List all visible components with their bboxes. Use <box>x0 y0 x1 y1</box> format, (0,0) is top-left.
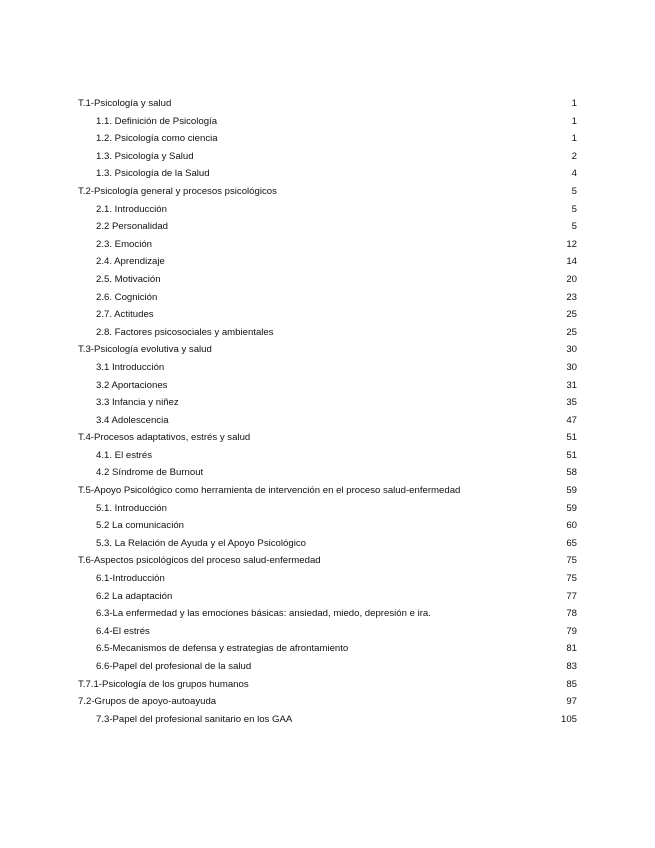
toc-entry-page: 31 <box>566 379 577 391</box>
toc-entry-page: 25 <box>566 326 577 338</box>
toc-entry[interactable] <box>0 482 655 500</box>
toc-entry-title: 7.2-Grupos de apoyo-autoayuda <box>78 696 217 708</box>
toc-entry-title: 1.2. Psicología como ciencia <box>96 133 218 145</box>
toc-entry[interactable] <box>0 201 655 219</box>
toc-entry[interactable] <box>0 113 655 131</box>
toc-entry[interactable] <box>0 183 655 201</box>
toc-entry-page: 77 <box>566 590 577 602</box>
toc-entry-title: T.7.1-Psicología de los grupos humanos <box>78 678 249 690</box>
toc-entry-title: T.4-Procesos adaptativos, estrés y salud <box>78 432 251 444</box>
toc-entry-title: 6.4-El estrés <box>96 625 150 637</box>
table-of-contents <box>0 95 655 728</box>
toc-entry[interactable] <box>0 640 655 658</box>
toc-entry-page: 65 <box>566 537 577 549</box>
toc-entry-page: 2 <box>571 150 577 162</box>
toc-entry[interactable] <box>0 148 655 166</box>
toc-entry-title: T.6-Aspectos psicológicos del proceso salud-enfermedad <box>78 555 321 567</box>
toc-entry-page: 85 <box>566 678 577 690</box>
toc-entry-title: 4.2 Síndrome de Burnout <box>96 467 204 479</box>
toc-entry-title: 2.5. Motivación <box>96 273 161 285</box>
toc-entry[interactable] <box>0 429 655 447</box>
toc-entry[interactable] <box>0 95 655 113</box>
toc-entry-title: 3.3 Infancia y niñez <box>96 397 179 409</box>
toc-entry-title: 1.3. Psicología y Salud <box>96 150 194 162</box>
toc-entry-page: 25 <box>566 309 577 321</box>
toc-entry-title: 5.2 La comunicación <box>96 520 184 532</box>
toc-entry-page: 58 <box>566 467 577 479</box>
toc-entry-title: 3.4 Adolescencia <box>96 414 169 426</box>
toc-entry[interactable] <box>0 412 655 430</box>
toc-entry-title: 6.6-Papel del profesional de la salud <box>96 661 252 672</box>
toc-entry[interactable] <box>0 165 655 183</box>
toc-entry[interactable] <box>0 676 655 694</box>
toc-entry[interactable] <box>0 394 655 412</box>
toc-entry-page: 30 <box>566 344 577 356</box>
toc-entry[interactable] <box>0 605 655 623</box>
toc-entry-page: 1 <box>571 115 577 127</box>
toc-entry-title: 2.7. Actitudes <box>96 309 154 321</box>
toc-entry[interactable] <box>0 359 655 377</box>
toc-entry[interactable] <box>0 535 655 553</box>
toc-entry-page: 5 <box>571 185 577 197</box>
toc-entry[interactable] <box>0 306 655 324</box>
toc-entry[interactable] <box>0 377 655 395</box>
toc-entry[interactable] <box>0 570 655 588</box>
toc-entry[interactable] <box>0 658 655 676</box>
toc-entry[interactable] <box>0 341 655 359</box>
toc-entry[interactable] <box>0 623 655 641</box>
toc-entry-page: 30 <box>566 361 577 373</box>
toc-entry-page: 12 <box>566 238 577 250</box>
toc-entry-page: 20 <box>566 273 577 285</box>
toc-entry-page: 5 <box>571 221 577 233</box>
toc-entry[interactable] <box>0 253 655 271</box>
toc-entry-title: 2.4. Aprendizaje <box>96 256 165 268</box>
toc-entry-title: 7.3-Papel del profesional sanitario en los GAA <box>96 713 293 725</box>
toc-entry-page: 51 <box>566 449 577 461</box>
toc-entry[interactable] <box>0 447 655 465</box>
toc-entry-page: 35 <box>566 397 577 409</box>
toc-entry-page: 1 <box>571 98 577 109</box>
toc-entry-page: 51 <box>566 432 577 444</box>
toc-entry-title: 5.1. Introducción <box>96 502 167 514</box>
toc-entry-title: 2.2 Personalidad <box>96 221 169 233</box>
toc-entry-title: T.1-Psicología y salud <box>78 98 172 109</box>
toc-entry-page: 4 <box>571 168 577 180</box>
toc-entry[interactable] <box>0 588 655 606</box>
toc-entry[interactable] <box>0 517 655 535</box>
toc-entry-page: 75 <box>566 555 577 567</box>
toc-entry[interactable] <box>0 324 655 342</box>
toc-entry-page: 97 <box>566 696 577 708</box>
toc-entry-title: 2.1. Introducción <box>96 203 167 215</box>
toc-entry[interactable] <box>0 130 655 148</box>
toc-entry-title: 5.3. La Relación de Ayuda y el Apoyo Psicológico <box>96 537 306 549</box>
toc-entry-page: 5 <box>571 203 577 215</box>
toc-entry-title: 6.2 La adaptación <box>96 590 173 602</box>
toc-entry-title: 4.1. El estrés <box>96 449 152 461</box>
toc-entry-page: 83 <box>566 661 577 672</box>
toc-entry-page: 60 <box>566 520 577 532</box>
toc-entry-page: 23 <box>566 291 577 303</box>
toc-entry-page: 81 <box>566 643 577 655</box>
toc-entry-title: 6.3-La enfermedad y las emociones básicas: ansiedad, miedo, depresión e ira. <box>96 608 431 620</box>
toc-entry-title: 6.1-Introducción <box>96 573 165 585</box>
toc-entry-title: 1.1. Definición de Psicología <box>96 115 218 127</box>
toc-entry-title: 2.8. Factores psicosociales y ambientales <box>96 326 274 338</box>
toc-entry[interactable] <box>0 464 655 482</box>
toc-entry-page: 14 <box>566 256 577 268</box>
toc-entry-page: 75 <box>566 573 577 585</box>
toc-entry[interactable] <box>0 500 655 518</box>
toc-entry-title: T.2-Psicología general y procesos psicológicos <box>78 185 277 197</box>
toc-entry-page: 105 <box>560 713 577 725</box>
toc-entry-title: 6.5-Mecanismos de defensa y estrategias de afrontamiento <box>96 643 349 655</box>
toc-entry[interactable] <box>0 693 655 711</box>
toc-entry[interactable] <box>0 289 655 307</box>
toc-entry[interactable] <box>0 711 655 729</box>
toc-entry-title: 1.3. Psicología de la Salud <box>96 168 210 180</box>
toc-entry-page: 59 <box>566 485 577 497</box>
toc-entry-title: 3.1 Introducción <box>96 361 165 373</box>
toc-entry-page: 47 <box>566 414 577 426</box>
toc-entry-title: 2.6. Cognición <box>96 291 158 303</box>
toc-entry-page: 59 <box>566 502 577 514</box>
toc-entry[interactable] <box>0 236 655 254</box>
toc-entry-page: 78 <box>566 608 577 620</box>
toc-entry-title: T.3-Psicología evolutiva y salud <box>78 344 212 356</box>
toc-entry-title: 3.2 Aportaciones <box>96 379 168 391</box>
toc-entry[interactable] <box>0 218 655 236</box>
toc-entry-title: T.5-Apoyo Psicológico como herramienta de intervención en el proceso salud-enfermedad <box>78 485 461 497</box>
toc-entry-page: 79 <box>566 625 577 637</box>
toc-entry[interactable] <box>0 552 655 570</box>
toc-entry[interactable] <box>0 271 655 289</box>
toc-entry-title: 2.3. Emoción <box>96 238 152 250</box>
toc-entry-page: 1 <box>571 133 577 145</box>
